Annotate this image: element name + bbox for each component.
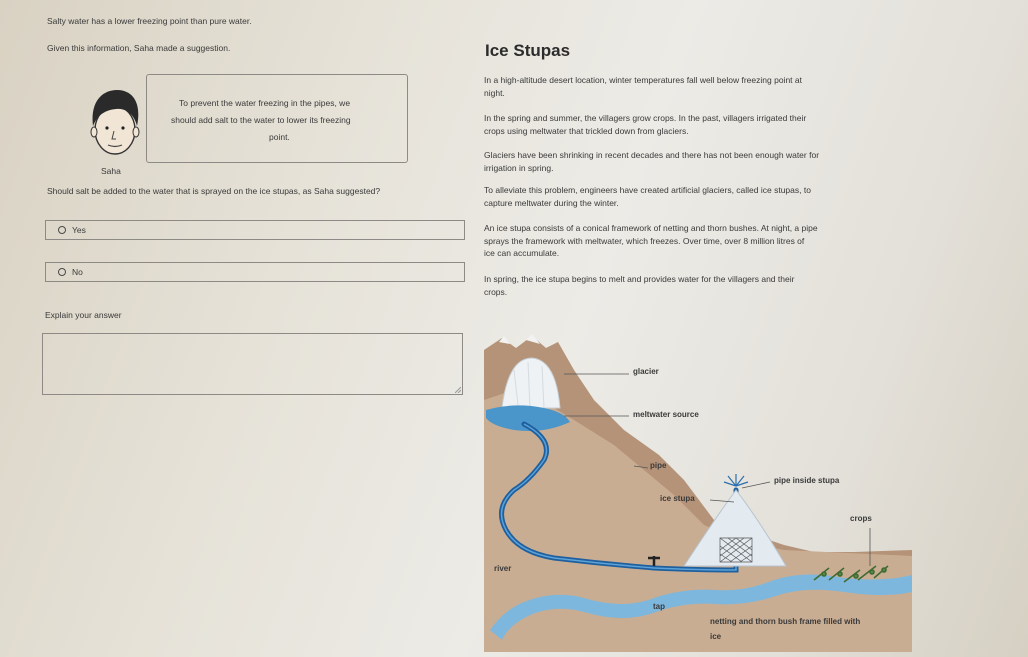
p6-line-1: In spring, the ice stupa begins to melt and provides water for the villagers and their (484, 274, 795, 284)
radio-no-icon[interactable] (58, 268, 66, 276)
article-paragraph-5 (484, 222, 909, 260)
ground (484, 390, 912, 652)
given-text: Given this information, Saha made a suggestion. (47, 43, 231, 53)
article-paragraph-3 (484, 149, 909, 174)
p4-line-2: capture meltwater during the winter. (484, 197, 619, 208)
question-text: Should salt be added to the water that is sprayed on the ice stupas, as Saha suggested? (47, 186, 381, 196)
explain-label: Explain your answer (45, 310, 122, 320)
article-paragraph-2 (484, 112, 909, 137)
p4-line-1: To alleviate this problem, engineers have created artificial glaciers, called ice stupas, to (484, 185, 811, 195)
p3-line-2: irrigation in spring. (484, 162, 554, 173)
speech-line-2: should add salt to the water to lower its freezing (171, 115, 351, 125)
p5-line-1: An ice stupa consists of a conical framework of netting and thorn bushes. At night, a pipe (484, 223, 818, 233)
p5-line-2: sprays the framework with meltwater, which freezes. Over time, over 8 million litres of (484, 235, 805, 246)
label-ice-stupa: ice stupa (660, 494, 695, 503)
label-pipe: pipe (650, 461, 667, 470)
explain-answer-textarea[interactable] (42, 333, 463, 395)
water-spray (724, 474, 748, 486)
p5-line-3: ice can accumulate. (484, 248, 560, 258)
option-no[interactable] (45, 262, 465, 282)
diagram-svg (484, 330, 912, 652)
article-paragraph-1 (484, 74, 909, 99)
speech-line-3: point. (269, 132, 290, 142)
label-netting: netting and thorn bush frame filled with (710, 617, 861, 626)
speech-bubble (146, 74, 408, 163)
p2-line-1: In the spring and summer, the villagers grow crops. In the past, villagers irrigated their (484, 113, 807, 123)
label-netting-ice: ice (710, 632, 722, 641)
ice-stupa-diagram (484, 330, 912, 652)
label-meltwater-source: meltwater source (633, 410, 699, 419)
option-yes[interactable] (45, 220, 465, 240)
p1-line-1: In a high-altitude desert location, winter temperatures fall well below freezing point at (484, 75, 802, 85)
label-pipe-inside-stupa: pipe inside stupa (774, 476, 840, 485)
article-title: Ice Stupas (485, 41, 571, 60)
article-paragraph-4 (484, 184, 909, 209)
article-paragraph-6 (484, 273, 909, 298)
fact-text: Salty water has a lower freezing point than pure water. (47, 16, 252, 26)
saha-avatar (84, 84, 146, 160)
radio-yes-icon[interactable] (58, 226, 66, 234)
option-no-label: No (72, 266, 83, 277)
label-glacier: glacier (633, 367, 659, 376)
label-river: river (494, 564, 512, 573)
label-crops: crops (850, 514, 872, 523)
label-tap: tap (653, 602, 665, 611)
p2-line-2: crops using meltwater that trickled down from glaciers. (484, 125, 689, 136)
p6-line-2: crops. (484, 286, 508, 297)
speaker-name: Saha (101, 166, 121, 176)
option-yes-label: Yes (72, 224, 86, 235)
p3-line-1: Glaciers have been shrinking in recent decades and there has not been enough water for (484, 150, 820, 160)
resize-handle-icon[interactable] (455, 387, 461, 393)
p1-line-2: night. (484, 87, 505, 98)
speech-line-1: To prevent the water freezing in the pipes, we (179, 98, 351, 108)
